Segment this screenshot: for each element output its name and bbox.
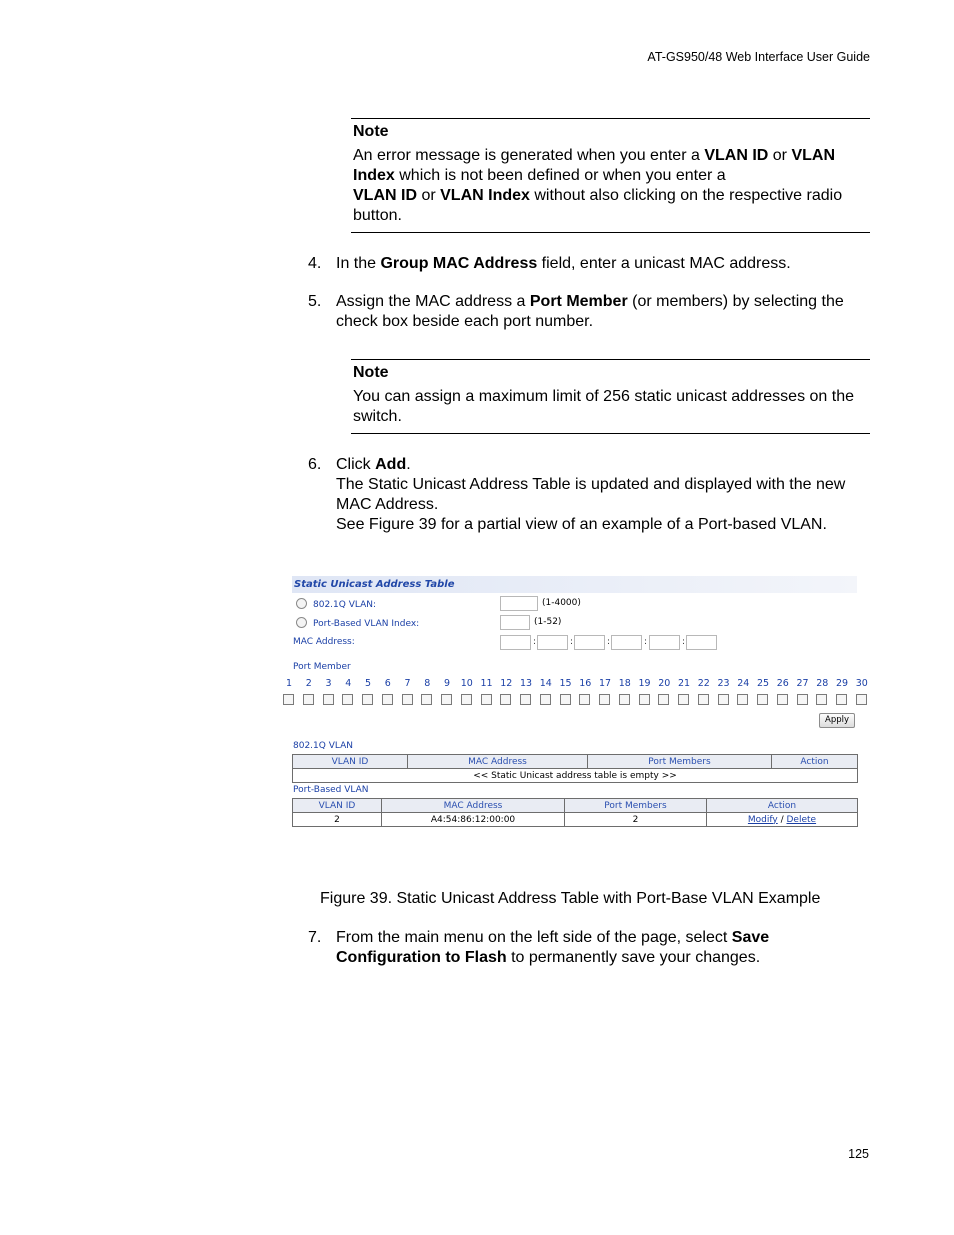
figure-caption: Figure 39. Static Unicast Address Table with Port-Base VLAN Example — [320, 890, 821, 907]
action-separator: / — [777, 814, 787, 825]
port-number-label: 20 — [658, 678, 671, 689]
port-number-label: 13 — [519, 678, 533, 689]
col-action: Action — [707, 799, 858, 813]
port-number-label: 17 — [598, 678, 612, 689]
mac-octet-6-input[interactable] — [686, 635, 717, 650]
vlan-index-input[interactable] — [500, 615, 530, 630]
modify-link[interactable]: Modify — [747, 814, 778, 825]
port-number-label: 26 — [776, 678, 789, 689]
port-checkbox[interactable] — [382, 694, 393, 705]
port-checkbox[interactable] — [599, 694, 610, 705]
label-port-based-vlan: Port-Based VLAN Index: — [313, 619, 420, 629]
table-row — [293, 769, 858, 783]
port-checkbox[interactable] — [560, 694, 571, 705]
static-unicast-figure — [282, 576, 869, 832]
port-checkbox[interactable] — [323, 694, 334, 705]
page-header: AT-GS950/48 Web Interface User Guide — [647, 50, 870, 64]
mac-separator: : — [682, 637, 686, 647]
port-checkbox[interactable] — [579, 694, 590, 705]
vlan-index-range: (1-52) — [534, 617, 562, 627]
port-number-label: 14 — [539, 678, 552, 689]
step-text: Click Add. The Static Unicast Address Table is updated and displayed with the new MAC Address. See Figure 39 for a partial view of an example of a Port-based VLAN. — [336, 456, 846, 533]
port-checkbox[interactable] — [441, 694, 452, 705]
table-row — [293, 813, 858, 827]
col-vlan-id: VLAN ID — [293, 755, 408, 769]
mac-octet-4-input[interactable] — [611, 635, 642, 650]
port-number-label: 21 — [677, 678, 691, 689]
port-number-label: 12 — [500, 678, 513, 689]
table-port-based-label: Port-Based VLAN — [293, 785, 369, 795]
port-checkbox[interactable] — [421, 694, 432, 705]
step-number: 7. — [308, 929, 322, 946]
mac-octet-5-input[interactable] — [649, 635, 680, 650]
col-port-members: Port Members — [588, 755, 772, 769]
port-checkbox[interactable] — [619, 694, 630, 705]
port-number-label: 10 — [460, 678, 473, 689]
port-number-label: 28 — [816, 678, 829, 689]
figure-title: Static Unicast Address Table — [292, 576, 857, 593]
port-number-label: 30 — [855, 678, 868, 689]
mac-separator: : — [570, 637, 574, 647]
port-checkbox[interactable] — [658, 694, 669, 705]
port-checkbox[interactable] — [481, 694, 492, 705]
empty-table-message: << Static Unicast address table is empty >> — [293, 769, 858, 783]
port-number-label: 2 — [305, 678, 312, 689]
cell-port-members: 2 — [565, 813, 707, 827]
port-number-label: 19 — [638, 678, 651, 689]
port-checkbox[interactable] — [718, 694, 729, 705]
port-checkbox[interactable] — [342, 694, 353, 705]
note-title: Note — [353, 364, 389, 381]
note-box-vlan-error — [351, 118, 870, 233]
port-checkbox[interactable] — [678, 694, 689, 705]
port-checkbox[interactable] — [639, 694, 650, 705]
port-number-label: 23 — [717, 678, 730, 689]
step-4 — [308, 254, 868, 274]
note-title: Note — [353, 123, 389, 140]
table-port-based-vlan — [292, 798, 858, 827]
cell-action — [707, 813, 858, 827]
cell-vlan-id: 2 — [293, 813, 382, 827]
port-number-label: 24 — [737, 678, 750, 689]
port-number-label: 6 — [384, 678, 391, 689]
port-checkbox[interactable] — [402, 694, 413, 705]
port-number-label: 8 — [424, 678, 431, 689]
port-checkbox[interactable] — [757, 694, 768, 705]
col-mac-address: MAC Address — [408, 755, 588, 769]
step-number: 5. — [308, 293, 322, 310]
step-7 — [308, 928, 868, 968]
port-number-label: 5 — [364, 678, 372, 689]
port-number-label: 11 — [480, 678, 493, 689]
port-number-label: 18 — [618, 678, 631, 689]
step-number: 4. — [308, 255, 322, 272]
port-checkbox[interactable] — [362, 694, 373, 705]
col-vlan-id: VLAN ID — [293, 799, 382, 813]
vlan-id-input[interactable] — [500, 596, 538, 611]
mac-octet-3-input[interactable] — [574, 635, 605, 650]
port-number-label: 27 — [796, 678, 809, 689]
port-number-label: 22 — [697, 678, 710, 689]
note-text: An error message is generated when you enter a VLAN ID or VLAN Index which is not been defined or when you enter a VLAN ID or VLAN Index without also clicking on the respective radio button. — [353, 147, 843, 224]
mac-octet-1-input[interactable] — [500, 635, 531, 650]
table-8021q-vlan — [292, 754, 858, 783]
step-6 — [308, 455, 868, 535]
port-checkbox[interactable] — [737, 694, 748, 705]
note-text: You can assign a maximum limit of 256 static unicast addresses on the switch. — [353, 388, 854, 425]
port-number-label: 9 — [443, 678, 451, 689]
radio-port-based-vlan[interactable] — [296, 617, 307, 628]
vlan-id-range: (1-4000) — [542, 598, 581, 608]
port-checkbox[interactable] — [777, 694, 788, 705]
port-checkbox[interactable] — [461, 694, 472, 705]
step-number: 6. — [308, 456, 322, 473]
col-port-members: Port Members — [565, 799, 707, 813]
mac-separator: : — [533, 637, 537, 647]
table-8021q-label: 802.1Q VLAN — [293, 741, 353, 751]
port-number-label: 16 — [579, 678, 592, 689]
port-number-label: 4 — [345, 678, 352, 689]
port-number-label: 1 — [285, 678, 293, 689]
port-checkbox[interactable] — [698, 694, 709, 705]
mac-octet-2-input[interactable] — [537, 635, 568, 650]
port-number-label: 7 — [404, 678, 411, 689]
cell-mac-address: A4:54:86:12:00:00 — [382, 813, 565, 827]
label-8021q-vlan: 802.1Q VLAN: — [313, 600, 377, 610]
mac-separator: : — [644, 637, 648, 647]
mac-separator: : — [607, 637, 611, 647]
col-action: Action — [772, 755, 858, 769]
port-number-label: 29 — [835, 678, 849, 689]
port-checkbox[interactable] — [836, 694, 847, 705]
radio-8021q-vlan[interactable] — [296, 598, 307, 609]
port-member-label: Port Member — [293, 662, 351, 672]
port-checkbox[interactable] — [540, 694, 551, 705]
port-checkbox[interactable] — [520, 694, 531, 705]
port-checkbox[interactable] — [303, 694, 314, 705]
page-number: 125 — [848, 1147, 869, 1161]
step-5 — [308, 292, 868, 332]
mac-address-label: MAC Address: — [293, 637, 355, 647]
port-checkbox[interactable] — [500, 694, 511, 705]
port-checkbox[interactable] — [283, 694, 294, 705]
port-checkbox[interactable] — [797, 694, 808, 705]
delete-link[interactable]: Delete — [786, 814, 817, 825]
table-header-row — [293, 799, 858, 813]
table-header-row — [293, 755, 858, 769]
port-number-label: 15 — [559, 678, 572, 689]
port-checkbox[interactable] — [856, 694, 867, 705]
apply-button[interactable]: Apply — [819, 713, 855, 728]
port-number-label: 25 — [756, 678, 770, 689]
note-box-limit — [351, 359, 870, 434]
step-text: Assign the MAC address a Port Member (or members) by selecting the check box beside each port number. — [336, 293, 844, 330]
port-checkbox[interactable] — [816, 694, 827, 705]
step-text: In the Group MAC Address field, enter a unicast MAC address. — [336, 255, 791, 272]
step-text: From the main menu on the left side of the page, select Save Configuration to Flash to permanently save your changes. — [336, 929, 770, 966]
col-mac-address: MAC Address — [382, 799, 565, 813]
port-number-label: 3 — [325, 678, 332, 689]
